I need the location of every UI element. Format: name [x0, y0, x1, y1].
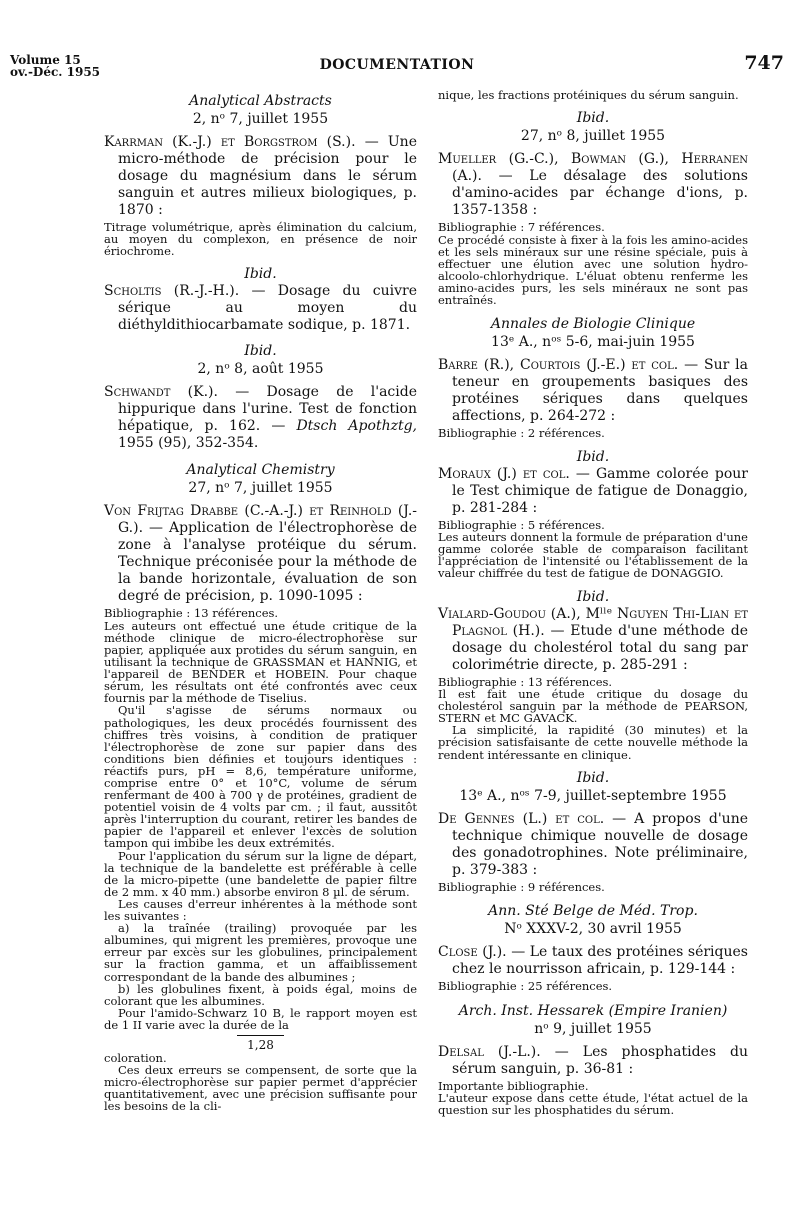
entry-authors: Scholtis (R.-J.-H.). — [104, 283, 240, 300]
abstract-entry — [438, 811, 748, 879]
entry-note: coloration. — [104, 1050, 167, 1065]
abstract-entry — [104, 503, 417, 605]
entry-text: — Le taux des protéines sériques chez le nourrisson africain, p. 129-144 : — [452, 944, 748, 978]
entry-reference-tail: 1955 (95), 352-354. — [118, 435, 259, 452]
bibliography-line: Bibliographie : 13 références. — [104, 606, 279, 621]
ibid-heading: Ibid. — [576, 769, 610, 786]
abstract-entry — [104, 384, 417, 452]
journal-title: Arch. Inst. Hessarek (Empire Iranien) — [458, 1002, 728, 1019]
entry-text: — Les phosphatides du sérum sanguin, p. 36-81 : — [452, 1043, 749, 1077]
entry-note: a) la traînée (trailing) provoquée par les albumines, qui migrent les premières, provoque une erreur par excès sur les globulines, principalement sur la fraction gamma, et un affaiblissement correspondant de la bande des albumines ; — [104, 921, 417, 984]
journal-issue: 2, nᵒ 8, août 1955 — [197, 361, 324, 378]
entry-authors: Vialard-Goudou (A.), Mˡˡᵉ Nguyen Thi-Lian et Plagnol (H.). — [438, 605, 748, 639]
journal-issue: 27, nᵒ 8, juillet 1955 — [520, 128, 666, 145]
bibliography-line: Bibliographie : 7 références. — [438, 220, 605, 235]
entry-note-continued: nique, les fractions protéiniques du sérum sanguin. — [438, 88, 739, 102]
section-title: DOCUMENTATION — [319, 57, 475, 73]
journal-title: Analytical Chemistry — [186, 462, 335, 479]
ibid-heading: Ibid. — [244, 343, 277, 360]
abstract-entry — [438, 944, 748, 978]
page-header — [10, 52, 784, 92]
journal-title: Analytical Abstracts — [189, 93, 332, 109]
fraction-denominator: 1,28 — [237, 1035, 284, 1052]
abstract-entry — [438, 606, 748, 674]
bibliography-line: Bibliographie : 13 références. — [438, 674, 613, 689]
entry-note: Qu'il s'agisse de sérums normaux ou pathologiques, les deux procédés fournissent des chiffres très voisins, à condition de pratiquer l'électrophorèse de zone sur papier dans des conditions bien définies et toujours identiques : réactifs purs, pH = 8,6, température uniforme, comprise entre 0° et 10°C, volume de sérum renfermant de 400 à 700 γ de protéines, gradient de potentiel voisin de 4 volts par cm. ; il faut, aussitôt après l'interruption du courant, retirer les bandes de papier de l'appareil et enlever l'excès de solution tampon qui imbibe les deux extrémités. — [104, 703, 417, 851]
entry-text: — Le désalage des solutions d'amino-acides par échange d'ions, p. 1357-1358 : — [452, 168, 748, 219]
left-column — [104, 89, 417, 1112]
entry-text: — Sur la teneur en groupements basiques des protéines sériques dans quelques affections, p. 264-272 : — [452, 357, 748, 425]
entry-authors: Mueller (G.-C.), Bowman (G.), Herranen (A.). — [438, 151, 748, 185]
entry-note: Il est fait une étude critique du dosage du cholestérol sanguin par la méthode de PEARSON, STERN et MC GAVACK. — [438, 687, 748, 726]
entry-note: L'auteur expose dans cette étude, l'état actuel de la question sur les phosphatides du sérum. — [438, 1091, 748, 1118]
entry-note: Ces deux erreurs se compensent, de sorte que la micro-électrophorèse sur papier permet d'apprécier quantitativement, avec une précision suffisante pour les besoins de la cli- — [104, 1063, 417, 1114]
journal-issue: nᵒ 9, juillet 1955 — [534, 1020, 652, 1037]
entry-note: Titrage volumétrique, après élimination du calcium, au moyen du complexon, en présence de noir ériochrome. — [104, 220, 417, 259]
bibliography-line: Importante bibliographie. — [438, 1078, 589, 1093]
entry-authors: Barre (R.), Courtois (J.-E.) et col. — [438, 357, 679, 374]
ibid-heading: Ibid. — [576, 588, 610, 605]
abstract-entry — [104, 283, 417, 334]
journal-issue: 27, nᵒ 7, juillet 1955 — [188, 480, 333, 497]
journal-title: Annales de Biologie Clinique — [490, 316, 696, 333]
entry-note: Pour l'application du sérum sur la ligne de départ, la technique de la bandelette est préférable à celle de la micro-pipette (une bandelette de papier filtre de 2 mm. x 40 mm.) absorbe environ 8 µl. de sérum. — [104, 848, 417, 899]
issue-date: ov.-Déc. 1955 — [10, 65, 101, 79]
entry-authors: Delsal (J.-L.). — [438, 1043, 541, 1060]
bibliography-line: Bibliographie : 9 références. — [438, 879, 605, 894]
journal-issue: 2, nᵒ 7, juillet 1955 — [192, 111, 329, 127]
abstract-entry — [438, 357, 748, 425]
entry-text: — Dosage du cuivre sérique au moyen du diéthyldithiocarbamate sodique, p. 1871. — [118, 283, 418, 334]
entry-authors: Close (J.). — [438, 944, 507, 961]
entry-note: b) les globulines fixent, à poids égal, moins de colorant que les albumines. — [104, 981, 417, 1008]
entry-text: — Gamme colorée pour le Test chimique de fatigue de Donaggio, p. 281-284 : — [452, 465, 748, 516]
entry-authors: Von Frijtag Drabbe (C.-A.-J.) et Reinhold (J.-G.). — [104, 503, 417, 537]
entry-note: La simplicité, la rapidité (30 minutes) et la précision satisfaisante de cette nouvelle méthode la rendent intéressante en clinique. — [438, 723, 748, 762]
journal-issue: 13ᵉ A., nᵒˢ 5-6, mai-juin 1955 — [491, 334, 695, 351]
entry-note: Pour l'amido-Schwarz 10 B, le rapport moyen est de 1 II varie avec la durée de la — [104, 1005, 417, 1032]
entry-text: — Dosage de l'acide hippurique dans l'urine. Test de fonction hépatique, p. 162. — — [118, 384, 417, 435]
entry-reference: Dtsch Apothztg, — [296, 418, 417, 435]
volume-label: Volume 15 — [10, 53, 81, 67]
ibid-heading: Ibid. — [576, 110, 610, 127]
page-number: 747 — [744, 52, 784, 74]
entry-note: Les auteurs donnent la formule de préparation d'une gamme colorée stable de comparaison facilitant l'appréciation de l'intensité ou l'établissement de la valeur chiffrée du test de fatigue de DONAGGIO. — [438, 530, 748, 581]
entry-text: — Etude d'une méthode de dosage du cholestérol total du sang par colorimétrie directe, p. 285-291 : — [452, 622, 748, 673]
entry-authors: De Gennes (L.) et col. — [438, 810, 605, 827]
bibliography-line: Bibliographie : 25 références. — [438, 979, 613, 994]
ibid-heading: Ibid. — [244, 266, 277, 283]
journal-issue: 13ᵉ A., nᵒˢ 7-9, juillet-septembre 1955 — [459, 787, 727, 804]
entry-text: — Une micro-méthode de précision pour le dosage du magnésium dans le sérum sanguin et autres milieux biologiques, p. 1870 : — [118, 134, 417, 218]
bibliography-line: Bibliographie : 2 références. — [438, 426, 605, 441]
ratio-fraction — [104, 1035, 417, 1052]
ibid-heading: Ibid. — [576, 448, 610, 465]
entry-authors: Moraux (J.) et col. — [438, 465, 570, 482]
entry-note: Les causes d'erreur inhérentes à la méthode sont les suivantes : — [104, 896, 417, 924]
entry-text: — Application de l'électrophorèse de zone à l'analyse protéique du sérum. Technique préconisée pour la méthode de la bande horizontale, évaluation de son degré de précision, p. 1090-1095 : — [118, 520, 417, 605]
entry-note: Les auteurs ont effectué une étude critique de la méthode clinique de micro-électrophorèse sur papier, appliquée aux protides du sérum sanguin, en utilisant la technique de GRASSMAN et HANNIG, et l'appareil de BENDER et HOBEIN. Pour chaque sérum, les résultats ont été confrontés avec ceux fournis par la méthode de Tiselius. — [104, 618, 417, 706]
abstract-entry — [438, 466, 748, 517]
entry-text: — A propos d'une technique chimique nouvelle de dosage des gonadotrophines. Note préliminaire, p. 379-383 : — [452, 810, 748, 878]
journal-title: Ann. Sté Belge de Méd. Trop. — [488, 903, 698, 920]
entry-authors: Karrman (K.-J.) et Borgstrom (S.). — [104, 134, 356, 150]
bibliography-line: Bibliographie : 5 références. — [438, 517, 605, 532]
journal-issue: Nᵒ XXXV-2, 30 avril 1955 — [504, 921, 682, 938]
entry-note: Ce procédé consiste à fixer à la fois les amino-acides et les sels minéraux sur une résine spéciale, puis à effectuer une élution avec une solution hydro-alcoolo-chlorhydrique. L'éluat obtenu renferme les amino-acides purs, les sels minéraux ne sont pas entraînés. — [438, 232, 748, 308]
entry-authors: Schwandt (K.). — [104, 384, 218, 401]
abstract-entry — [438, 1044, 748, 1078]
abstract-entry — [438, 151, 748, 219]
right-column — [438, 89, 748, 1116]
abstract-entry — [104, 134, 417, 219]
